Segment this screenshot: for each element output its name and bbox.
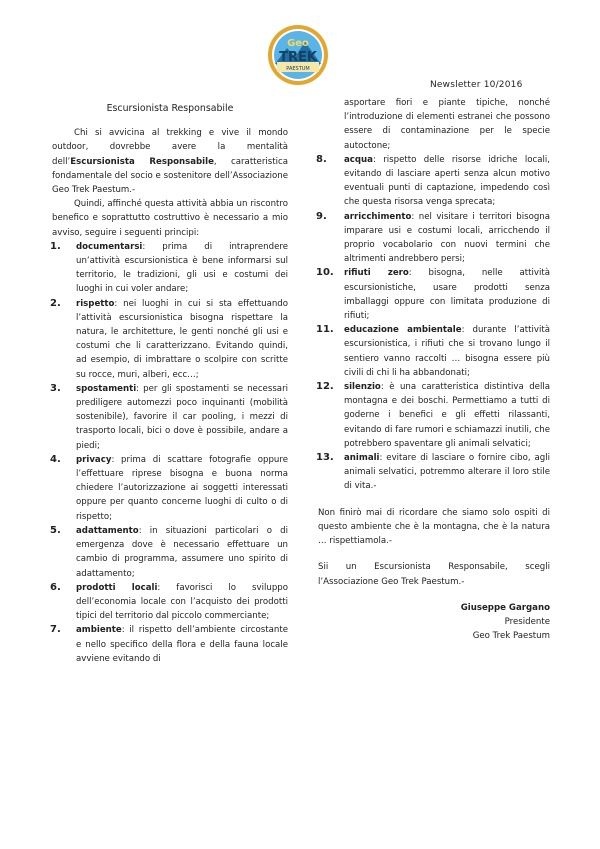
signature-org: Geo Trek Paestum (472, 631, 550, 642)
list-item: 8. acqua: rispetto delle risorse idriche locali, evitando di lasciare aperti senza alcun motivo eventuali punti di captazione, impedendo così che questa risorsa venga sprecata; (316, 153, 550, 208)
principles-list-continued (318, 153, 550, 494)
list-item: 9. arricchimento: nel visitare i territori bisogna imparare usi e costumi locali, arricchendo il proprio vocabolario con nuovi termini che altrimenti andrebbero persi; (316, 210, 550, 265)
list-item: 13. animali: evitare di lasciare o fornire cibo, agli animali selvatici, potremmo alterare il loro stile di vita.- (316, 452, 550, 492)
list-item: 5. adattamento: in situazioni particolari o di emergenza dove è necessario effettuare un cambio di programma, assumere uno spirito di adattamento; (50, 524, 288, 579)
left-column (52, 96, 288, 666)
logo-text-geo: Geo (287, 38, 309, 49)
list-item: 7. ambiente: il rispetto dell’ambiente circostante e nello specifico della flora e della fauna locale avviene evitando di (50, 624, 288, 664)
closing-paragraph: Non finirò mai di ricordare che siamo solo ospiti di questo ambiente che è la montagna, che è la natura … rispettiamola.- (318, 507, 550, 547)
list-item: 4. privacy: prima di scattare fotografie oppure l’effettuare riprese bisogna e buona norma chiedere l’autorizzazione ai soggetti interessati oppure per quanto concerne luoghi di culto o di rispetto; (50, 453, 288, 522)
list-item: 3. spostamenti: per gli spostamenti se necessari prediligere automezzi poco inquinanti (mobilità sostenibile), favorire il car pooling, i mezzi di trasporto locali, bici o dove è possibile, andare a piedi; (50, 382, 288, 451)
logo-text-paestum: PAESTUM (286, 66, 310, 72)
geo-trek-logo (267, 24, 329, 86)
right-column (318, 96, 550, 643)
principles-list (52, 240, 288, 666)
list-item: 1. documentarsi: prima di intraprendere un’attività escursionistica è bene informarsi sul territorio, le tradizioni, gli usi e costumi dei luoghi in cui voler andare; (50, 240, 288, 295)
intro-paragraph: Chi si avvicina al trekking e vive il mondo outdoor, dovrebbe avere la mentalità dell’Escursionista Responsabile, caratteristica fondamentale del socio e sostenitore dell’Associazione Geo Trek Paestum.- (52, 128, 288, 196)
logo-text-trek: TREK (279, 50, 317, 65)
list-item: 12. silenzio: è una caratteristica distintiva della montagna e dei boschi. Permettiamo a tutti di goderne i benefici e gli effetti rilassanti, evitando di fare rumori e schiamazzi inutili, che potrebbero spaventare gli animali selvatici; (316, 381, 550, 449)
page-title: Escursionista Responsabile (106, 103, 234, 114)
list-item: 2. rispetto: nei luoghi in cui si sta effettuando l’attività escursionistica bisogna rispettare la natura, le architetture, le genti nonché gli usi e costumi che li caratterizzano. Evitando quindi, ad esempio, di imbrattare o scolpire con scritte su rocce, muri, alberi, ecc…; (50, 297, 288, 380)
list-item: 10. rifiuti zero: bisogna, nelle attività escursionistiche, usare prodotti senza imballaggi oppure con limitata produzione di rifiuti; (316, 267, 550, 322)
newsletter-date: Newsletter 10/2016 (430, 80, 523, 90)
signature-name: Giuseppe Gargano (460, 602, 550, 613)
list-item: 11. educazione ambientale: durante l’attività escursionistica, i rifiuti che si trovano lungo il sentiero vanno raccolti … bisogna essere più civili di chi li ha abbandonati; (316, 324, 550, 378)
intro-paragraph-2: Quindi, affinché questa attività abbia un riscontro benefico e soprattutto costruttivo è necessario a mio avviso, seguire i seguenti principi: (52, 199, 288, 238)
list-item: 6. prodotti locali: favorisci lo sviluppo dell’economia locale con l’acquisto dei prodotti tipici del territorio dal piccolo commerciante; (50, 581, 289, 622)
closing-paragraph-2: Sii un Escursionista Responsabile, scegli l’Associazione Geo Trek Paestum.- (318, 562, 550, 587)
list-item-continuation: asportare fiori e piante tipiche, nonché l’introduzione di elementi estranei che possono essere di contaminazione per le specie autoctone; (344, 98, 550, 151)
signature-role: Presidente (504, 616, 550, 627)
